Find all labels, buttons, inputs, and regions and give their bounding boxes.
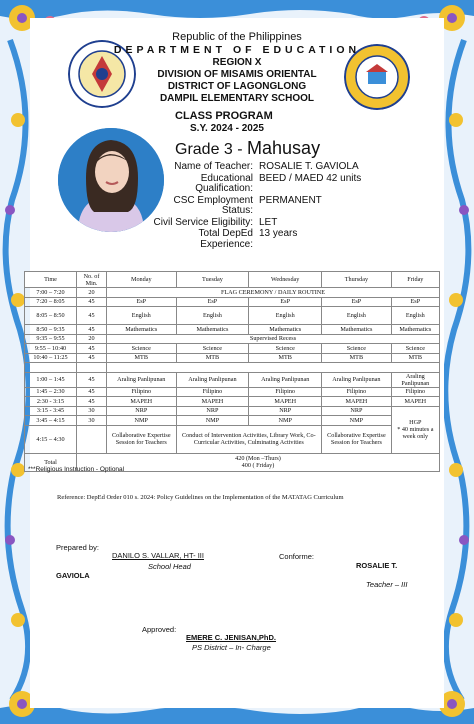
- collab-cell: Collaborative Expertise Session for Teachers: [107, 425, 177, 453]
- subject-cell: Filipino: [322, 387, 392, 397]
- subject-cell: Science: [391, 344, 439, 354]
- time-cell: 7:20 – 8:05: [25, 297, 77, 307]
- minutes-cell: 20: [77, 334, 107, 344]
- minutes-cell: 45: [77, 372, 107, 387]
- minutes-cell: 30: [77, 416, 107, 426]
- col-header: Time: [25, 272, 77, 288]
- total-line: 420 (Mon –Thurs): [235, 455, 281, 462]
- total-label: Total: [25, 453, 77, 471]
- subject-cell: Mathematics: [107, 325, 177, 335]
- info-label: Total DepEd Experience:: [198, 228, 253, 250]
- subject-cell: Araling Panlipunan: [322, 372, 392, 387]
- subject-cell: EsP: [391, 297, 439, 307]
- subject-cell: Mathematics: [391, 325, 439, 335]
- subject-cell: NMP: [107, 416, 177, 426]
- subject-cell: Araling Panlipunan: [107, 372, 177, 387]
- reference-text: Reference: DepEd Order 010 s. 2024: Policy Guidelines on the Implementation of the MATATAG Curriculum: [57, 494, 344, 501]
- minutes-cell: 45: [77, 344, 107, 354]
- subject-cell: MAPEH: [176, 397, 249, 407]
- school-year: S.Y. 2024 - 2025: [190, 123, 264, 134]
- time-cell: 9:35 – 9:55: [25, 334, 77, 344]
- class-program-title: CLASS PROGRAM: [175, 110, 273, 122]
- section-name: Mahusay: [247, 138, 321, 158]
- empty-cell: [77, 363, 107, 373]
- subject-cell: Science: [322, 344, 392, 354]
- minutes-cell: 45: [77, 387, 107, 397]
- subject-cell: EsP: [249, 297, 322, 307]
- minutes-cell: 45: [77, 297, 107, 307]
- time-cell: 7:00 – 7:20: [25, 288, 77, 298]
- subject-cell: Araling Panlipunan: [176, 372, 249, 387]
- info-value: LET: [259, 216, 278, 228]
- table-row: [25, 425, 440, 453]
- time-cell: 1:45 – 2:30: [25, 387, 77, 397]
- head-name: DANILO S. VALLAR, HT- III: [112, 551, 204, 560]
- district-text: DISTRICT OF LAGONGLONG: [167, 81, 307, 92]
- col-header: Wednesday: [249, 272, 322, 288]
- col-header: Friday: [391, 272, 439, 288]
- minutes-cell: 30: [77, 406, 107, 416]
- time-cell: 8:05 – 8:50: [25, 307, 77, 325]
- subject-cell: MTB: [322, 353, 392, 363]
- subject-cell: English: [322, 307, 392, 325]
- subject-cell: English: [391, 307, 439, 325]
- teacher-name-a: ROSALIE T.: [356, 561, 398, 570]
- subject-cell: Science: [107, 344, 177, 354]
- col-header: Monday: [107, 272, 177, 288]
- subject-cell: MTB: [391, 353, 439, 363]
- subject-cell: NMP: [322, 416, 392, 426]
- total-line: 400 ( Friday): [241, 462, 275, 469]
- subject-cell: Araling Panlipunan: [391, 372, 439, 387]
- collab-cell: Collaborative Expertise Session for Teachers: [322, 425, 392, 453]
- time-cell: 3:15 - 3:45: [25, 406, 77, 416]
- info-value: BEED / MAED 42 units: [259, 172, 362, 184]
- subject-cell: English: [249, 307, 322, 325]
- subject-cell: MTB: [249, 353, 322, 363]
- subject-cell: NRP: [176, 406, 249, 416]
- school-text: DAMPIL ELEMENTARY SCHOOL: [159, 93, 315, 104]
- table-row: [25, 307, 440, 325]
- teacher-info: [150, 162, 420, 251]
- table-row: [25, 397, 440, 407]
- prepared-label: Prepared by:: [56, 543, 99, 552]
- subject-cell: Science: [176, 344, 249, 354]
- col-header: No. of Min.: [77, 272, 107, 288]
- division-text: DIVISION OF MISAMIS ORIENTAL: [157, 69, 317, 80]
- info-row-teacher: [150, 162, 420, 173]
- info-value: 13 years: [259, 228, 298, 239]
- portrait-illustration: [58, 128, 164, 232]
- table-row: [25, 416, 440, 426]
- hgp-cell: HGP * 40 minutes a week only: [391, 406, 439, 453]
- time-cell: 9:55 – 10:40: [25, 344, 77, 354]
- head-role: School Head: [148, 562, 191, 571]
- subject-cell: MAPEH: [107, 397, 177, 407]
- recess-cell: Supervised Recess: [107, 334, 440, 344]
- grade-prefix: Grade 3 -: [175, 141, 248, 158]
- minutes-cell: [77, 425, 107, 453]
- schedule-table: [24, 271, 440, 472]
- subject-cell: EsP: [176, 297, 249, 307]
- subject-cell: Science: [249, 344, 322, 354]
- subject-cell: Mathematics: [249, 325, 322, 335]
- time-cell: 10:40 – 11:25: [25, 353, 77, 363]
- total-value: [77, 453, 440, 471]
- subject-cell: MAPEH: [391, 397, 439, 407]
- subject-cell: NRP: [249, 406, 322, 416]
- subject-cell: EsP: [107, 297, 177, 307]
- subject-cell: Mathematics: [322, 325, 392, 335]
- table-row: [25, 353, 440, 363]
- info-row-experience: [150, 229, 420, 250]
- minutes-cell: 45: [77, 307, 107, 325]
- teacher-name-b: GAVIOLA: [56, 571, 90, 580]
- info-row-employment: [150, 196, 420, 217]
- info-row-eligibility: [150, 218, 420, 229]
- subject-cell: MAPEH: [249, 397, 322, 407]
- minutes-cell: 45: [77, 397, 107, 407]
- religious-note: ***Religious Instruction - Optional: [28, 466, 125, 473]
- approver-name: EMERE C. JENISAN,PhD.: [186, 633, 277, 642]
- minutes-cell: 45: [77, 325, 107, 335]
- table-header-row: [25, 272, 440, 288]
- info-label: Civil Service Eligibility:: [153, 216, 253, 228]
- col-header: Thursday: [322, 272, 392, 288]
- department-text: DEPARTMENT OF EDUCATION: [113, 44, 361, 56]
- subject-cell: EsP: [322, 297, 392, 307]
- subject-cell: Mathematics: [176, 325, 249, 335]
- subject-cell: Filipino: [176, 387, 249, 397]
- table-row: [25, 334, 440, 344]
- time-cell: 2:30 - 3:15: [25, 397, 77, 407]
- approver-role: PS District – In- Charge: [192, 643, 271, 652]
- time-cell: 4:15 – 4:30: [25, 425, 77, 453]
- table-row: [25, 406, 440, 416]
- table-row: [25, 325, 440, 335]
- empty-cell: [107, 363, 440, 373]
- subject-cell: NMP: [249, 416, 322, 426]
- time-cell: 8:50 – 9:35: [25, 325, 77, 335]
- subject-cell: Filipino: [391, 387, 439, 397]
- subject-cell: Filipino: [249, 387, 322, 397]
- conforme-label: Conforme:: [279, 552, 315, 561]
- info-value: PERMANENT: [259, 194, 322, 206]
- info-row-qualification: [150, 174, 420, 195]
- subject-cell: MTB: [107, 353, 177, 363]
- subject-cell: MTB: [176, 353, 249, 363]
- teacher-photo: [58, 128, 164, 232]
- subject-cell: Filipino: [107, 387, 177, 397]
- info-value: ROSALIE T. GAVIOLA: [259, 161, 359, 172]
- subject-cell: MAPEH: [322, 397, 392, 407]
- info-label: Educational Qualification:: [195, 172, 253, 194]
- minutes-cell: 45: [77, 353, 107, 363]
- table-row: [25, 372, 440, 387]
- subject-cell: NMP: [176, 416, 249, 426]
- empty-cell: [25, 363, 77, 373]
- info-label: Name of Teacher:: [174, 161, 253, 172]
- minutes-cell: 20: [77, 288, 107, 298]
- lunch-break-row: [25, 363, 440, 373]
- approved-label: Approved:: [142, 625, 177, 634]
- table-row: [25, 288, 440, 298]
- grade-section-title: [175, 138, 320, 159]
- intervention-cell: Conduct of Intervention Activities, Library Work, Co- Curricular Activities, Culminating Activities: [176, 425, 322, 453]
- subject-cell: English: [107, 307, 177, 325]
- subject-cell: NRP: [107, 406, 177, 416]
- time-cell: 3:45 – 4:15: [25, 416, 77, 426]
- subject-cell: English: [176, 307, 249, 325]
- info-label: CSC Employment Status:: [173, 194, 253, 216]
- subject-cell: NRP: [322, 406, 392, 416]
- table-row: [25, 297, 440, 307]
- flag-ceremony-cell: FLAG CEREMONY / DAILY ROUTINE: [107, 288, 440, 298]
- republic-text: Republic of the Philippines: [172, 31, 302, 43]
- teacher-role: Teacher – III: [366, 580, 408, 589]
- subject-cell: Araling Panlipunan: [249, 372, 322, 387]
- region-text: REGION X: [212, 57, 262, 68]
- table-row: [25, 344, 440, 354]
- col-header: Tuesday: [176, 272, 249, 288]
- time-cell: 1:00 – 1:45: [25, 372, 77, 387]
- table-row: [25, 387, 440, 397]
